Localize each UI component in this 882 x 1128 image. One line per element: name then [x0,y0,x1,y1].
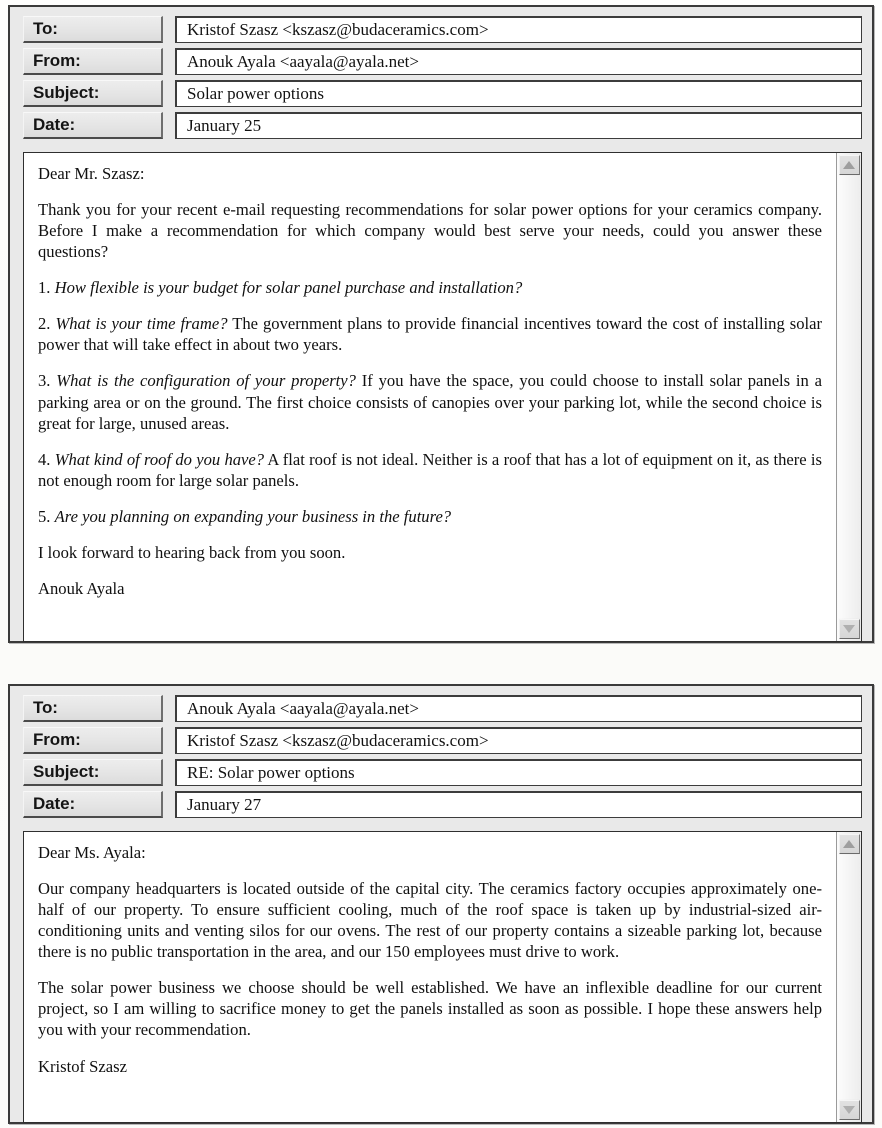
email-2-date-label: Date: [23,791,163,818]
email-1-question-2 [38,313,822,355]
email-2-header-fields [10,686,872,827]
email-1-field-subject [23,80,862,107]
email-window-1 [8,5,874,643]
email-2-paragraph-2: The solar power business we choose should be well established. We have an inflexible deadline for our current project, so I am willing to sacrifice money to get the panels installed as soon as possible. I hope these answers help you with your recommendation. [38,978,822,1040]
email-1-question-4 [38,449,822,491]
email-1-question-2-number: 2. [38,314,56,334]
email-2-paragraph-1: Our company headquarters is located outside of the capital city. The ceramics factory occupies approximately one-half of our property. To ensure sufficient cooling, much of the roof space is taken up by industrial-sized air-conditioning units and venting silos for our ovens. The rest of our property contains a sizeable parking lot, because there is no public transportation in the area, and our 150 employees must drive to work. [38,879,822,962]
email-1-subject-value[interactable]: Solar power options [175,80,862,107]
email-2-subject-value[interactable]: RE: Solar power options [175,759,862,786]
email-1-question-1-number: 1. [38,278,55,298]
triangle-down-glyph [843,625,855,633]
email-2-scrollbar-track[interactable] [838,855,860,1099]
triangle-up-icon[interactable] [839,155,860,175]
email-1-date-value[interactable]: January 25 [175,112,862,139]
triangle-down-glyph [843,1106,855,1114]
email-2-to-label: To: [23,695,163,722]
email-1-question-3-number: 3. [38,371,57,391]
email-1-question-5-text: Are you planning on expanding your business in the future? [54,506,452,526]
email-1-body-text [24,153,836,641]
email-1-from-value[interactable]: Anouk Ayala <aayala@ayala.net> [175,48,862,75]
email-1-paragraph-1: Thank you for your recent e-mail requesting recommendations for solar power options for your ceramics company. Before I make a recommendation for which company would best serve your needs, could you answer these questions? [38,200,822,262]
email-1-question-1-text: How flexible is your budget for solar panel purchase and installation? [54,278,523,298]
email-1-scrollbar-track[interactable] [838,176,860,618]
email-1-question-2-rest: The government plans to provide financial incentives toward the cost of installing solar power that will take effect in about two years. [38,314,822,355]
email-2-from-value[interactable]: Kristof Szasz <kszasz@budaceramics.com> [175,727,862,754]
email-1-question-4-rest: A flat roof is not ideal. Neither is a roof that has a lot of equipment on it, as there is not enough room for large solar panels. [38,449,822,490]
email-2-date-value[interactable]: January 27 [175,791,862,818]
email-1-to-label: To: [23,16,163,43]
email-2-greeting: Dear Ms. Ayala: [38,843,146,862]
email-1-scrollbar[interactable] [836,153,861,641]
email-2-body-text [24,832,836,1122]
triangle-up-glyph [843,840,855,848]
email-1-header-fields [10,7,872,148]
email-1-field-to [23,16,862,43]
email-1-subject-label: Subject: [23,80,163,107]
email-1-question-3-rest: If you have the space, you could choose to install solar panels in a parking area or on the ground. The first choice consists of canopies over your parking lot, while the second choice is great for large, unused areas. [38,371,823,433]
email-1-greeting: Dear Mr. Szasz: [38,164,145,183]
triangle-up-icon[interactable] [839,834,860,854]
email-2-field-date [23,791,862,818]
email-2-field-to [23,695,862,722]
email-1-field-from [23,48,862,75]
triangle-up-glyph [843,161,855,169]
email-1-question-5-number: 5. [38,506,55,526]
email-window-2 [8,684,874,1124]
email-2-field-subject [23,759,862,786]
email-1-question-3 [38,370,822,433]
email-1-to-value[interactable]: Kristof Szasz <kszasz@budaceramics.com> [175,16,862,43]
triangle-down-icon[interactable] [839,1100,860,1120]
email-1-question-2-text: What is your time frame? [55,314,228,334]
email-1-signature: Anouk Ayala [38,578,125,598]
email-1-body-pane [23,152,862,642]
email-2-signature: Kristof Szasz [38,1056,127,1076]
email-2-scrollbar[interactable] [836,832,861,1122]
email-1-question-1 [38,277,822,298]
email-1-question-4-number: 4. [38,449,55,469]
email-1-question-3-text: What is the configuration of your property? [56,371,356,391]
email-2-to-value[interactable]: Anouk Ayala <aayala@ayala.net> [175,695,862,722]
email-1-date-label: Date: [23,112,163,139]
email-2-from-label: From: [23,727,163,754]
email-1-closing: I look forward to hearing back from you soon. [38,542,346,562]
email-1-question-4-text: What kind of roof do you have? [54,449,265,469]
email-1-question-5 [38,506,822,527]
email-2-subject-label: Subject: [23,759,163,786]
triangle-down-icon[interactable] [839,619,860,639]
email-1-field-date [23,112,862,139]
email-1-from-label: From: [23,48,163,75]
email-2-body-pane [23,831,862,1123]
email-2-field-from [23,727,862,754]
